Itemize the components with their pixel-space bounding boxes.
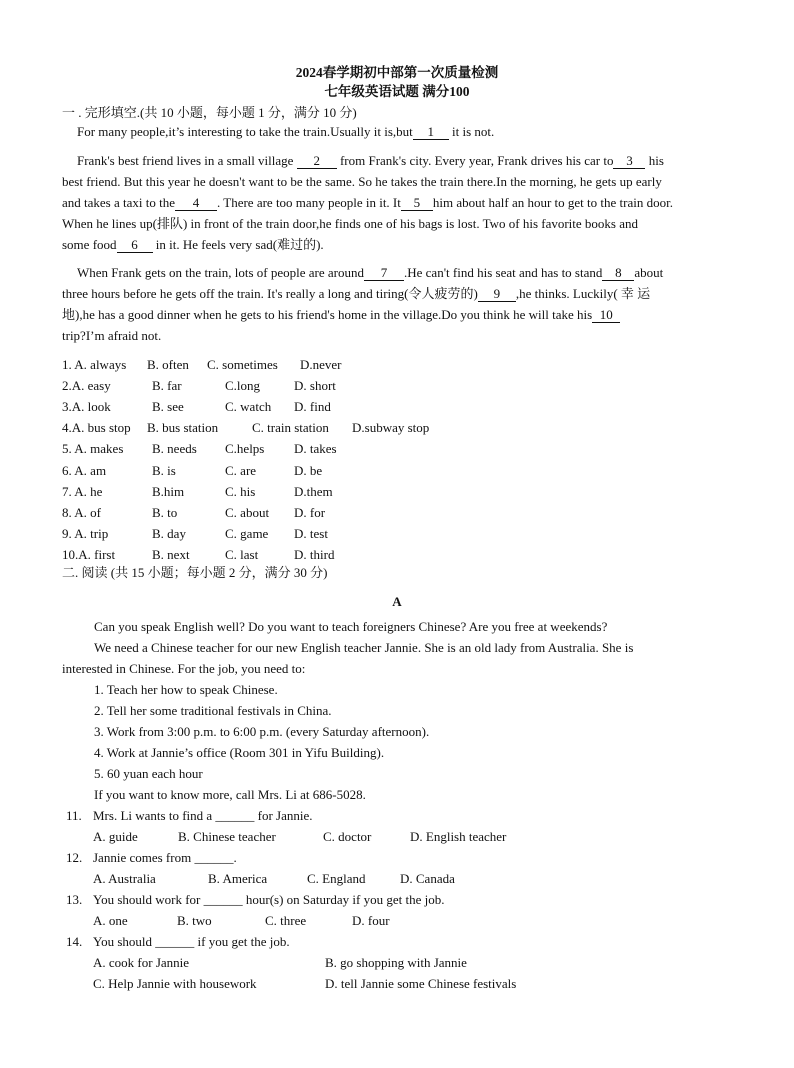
option-q10-b: B. next [152,546,190,562]
option-q14-c: C. Help Jannie with housework [93,976,257,991]
option-q13-d: D. four [352,913,390,928]
question-stem: Mrs. Li wants to find a ______ for Jannie. [93,808,313,823]
section1-heading: 一 . 完形填空.(共 10 小题，每小题 1 分，满分 10 分) [62,105,357,120]
option-q13-a: A. one [93,913,128,928]
option-q11-d: D. English teacher [410,829,507,844]
s1-para3-line1: When Frank gets on the train, lots of people are around 7 .He can't find his seat and has to stand 8 about [77,265,664,280]
option-q9-b: B. day [152,525,186,541]
blank-2: 2 [297,153,337,169]
passage-label: A [392,594,402,609]
blank-5: 5 [401,195,433,211]
s1-para2-line5: some food 6 in it. He feels very sad(难过的). [62,237,324,252]
question-stem: Jannie comes from ______. [93,850,237,865]
option-q2-d: D. short [294,378,336,394]
option-q7-b: B.him [152,483,185,499]
option-q14-b: B. go shopping with Jannie [325,955,467,970]
question-number: 13. [66,892,83,907]
option-q12-b: B. America [208,871,268,886]
list-item: 4. Work at Jannie’s office (Room 301 in Yifu Building). [94,745,385,760]
option-q11-b: B. Chinese teacher [178,829,276,844]
passage-a-para1: Can you speak English well? Do you want to teach foreigners Chinese? Are you free at weekends? [94,619,608,634]
option-q1-a: 1. A. always [62,357,127,372]
option-q6-c: C. are [225,462,257,478]
option-q7-d: D.them [294,483,333,499]
option-q1-d: D.never [300,357,342,372]
blank-8: 8 [602,265,634,281]
option-q9-c: C. game [225,525,269,541]
blank-3: 3 [613,153,645,169]
blank-4: 4 [175,195,217,211]
option-q1-c: C. sometimes [207,357,278,372]
blank-9: 9 [478,286,516,302]
blank-10: 10 [592,307,620,323]
option-q12-d: D. Canada [400,871,455,886]
passage-a-para2-line1: We need a Chinese teacher for our new English teacher Jannie. She is an old lady from Australia. She is [94,640,634,655]
option-q12-a: A. Australia [93,871,156,886]
s1-para2-line2: best friend. But this year he doesn't want to be the same. So he takes the train there.In the morning, he gets up early [62,174,662,189]
s1-para3-line4: trip?I’m afraid not. [62,328,162,343]
s1-para2-line3: and takes a taxi to the 4 . There are too many people in it. It 5 him about half an hour to get to the train door. [62,195,673,210]
option-q3-d: D. find [294,399,331,415]
option-q9-d: D. test [294,525,328,541]
option-q11-a: A. guide [93,829,138,844]
exam-title: 2024春学期初中部第一次质量检测 [295,65,499,80]
blank-6: 6 [117,237,153,253]
option-q13-b: B. two [177,913,212,928]
option-q7-c: C. his [225,483,256,499]
question-stem: You should work for ______ hour(s) on Saturday if you get the job. [93,892,445,907]
option-q11-c: C. doctor [323,829,372,844]
passage-a-para2-line2: interested in Chinese. For the job, you need to: [62,661,306,676]
option-q5-a: 5. A. makes [62,441,124,457]
option-q3-b: B. see [152,399,184,415]
blank-7: 7 [364,265,404,281]
s1-para3-line2: three hours before he gets off the train. It's really a long and tiring(令人疲劳的) 9 ,he thinks. Luckily( 幸 运 [62,286,651,301]
s1-para2-line4: When he lines up(排队) in front of the train door,he finds one of his bags is lost. Two of his favorite books and [62,216,639,231]
option-q9-a: 9. A. trip [62,525,109,541]
section2-heading: 二. 阅读 (共 15 小题；每小题 2 分，满分 30 分) [62,565,328,580]
exam-subtitle: 七年级英语试题 满分100 [324,84,470,99]
option-q7-a: 7. A. he [62,483,103,499]
option-q8-c: C. about [225,504,270,520]
option-q2-b: B. far [152,378,182,394]
s1-para3-line3: 地),he has a good dinner when he gets to his friend's home in the village.Do you think he will take his 10 [62,306,620,324]
option-q4-c: C. train station [252,420,329,436]
list-item: 3. Work from 3:00 p.m. to 6:00 p.m. (every Saturday afternoon). [94,724,430,739]
option-q2-c: C.long [225,378,261,394]
blank-1: 1 [413,124,449,140]
option-q8-b: B. to [152,504,178,520]
option-q13-c: C. three [265,913,307,928]
s1-para2-line1: Frank's best friend lives in a small village 2 from Frank's city. Every year, Frank drives his car to 3 his [77,153,664,168]
question-number: 11. [66,808,82,823]
option-q3-c: C. watch [225,399,272,415]
option-q1-b: B. often [147,357,189,372]
option-q14-a: A. cook for Jannie [93,955,190,970]
list-item: 5. 60 yuan each hour [94,766,203,781]
option-q12-c: C. England [307,871,366,886]
option-q2-a: 2.A. easy [62,378,111,394]
contact-line: If you want to know more, call Mrs. Li at 686-5028. [94,787,366,802]
option-q5-c: C.helps [225,441,265,457]
option-q6-b: B. is [152,462,176,478]
s1-para1: For many people,it’s interesting to take the train.Usually it is,but 1 it is not. [77,124,495,139]
option-q10-d: D. third [294,546,335,562]
option-q8-d: D. for [294,504,326,520]
question-stem: You should ______ if you get the job. [93,934,290,949]
option-q10-a: 10.A. first [62,546,116,562]
option-q6-a: 6. A. am [62,462,107,478]
option-q4-a: 4.A. bus stop [62,420,131,436]
option-q5-b: B. needs [152,441,197,457]
option-q5-d: D. takes [294,441,337,457]
option-q4-d: D.subway stop [352,420,430,436]
list-item: 1. Teach her how to speak Chinese. [94,682,278,697]
option-q10-c: C. last [225,546,259,562]
option-q6-d: D. be [294,462,323,478]
option-q4-b: B. bus station [147,420,219,436]
list-item: 2. Tell her some traditional festivals in China. [94,703,332,718]
option-q3-a: 3.A. look [62,399,111,415]
question-number: 12. [66,850,83,865]
question-number: 14. [66,934,83,949]
option-q14-d: D. tell Jannie some Chinese festivals [325,976,517,991]
option-q8-a: 8. A. of [62,504,101,520]
